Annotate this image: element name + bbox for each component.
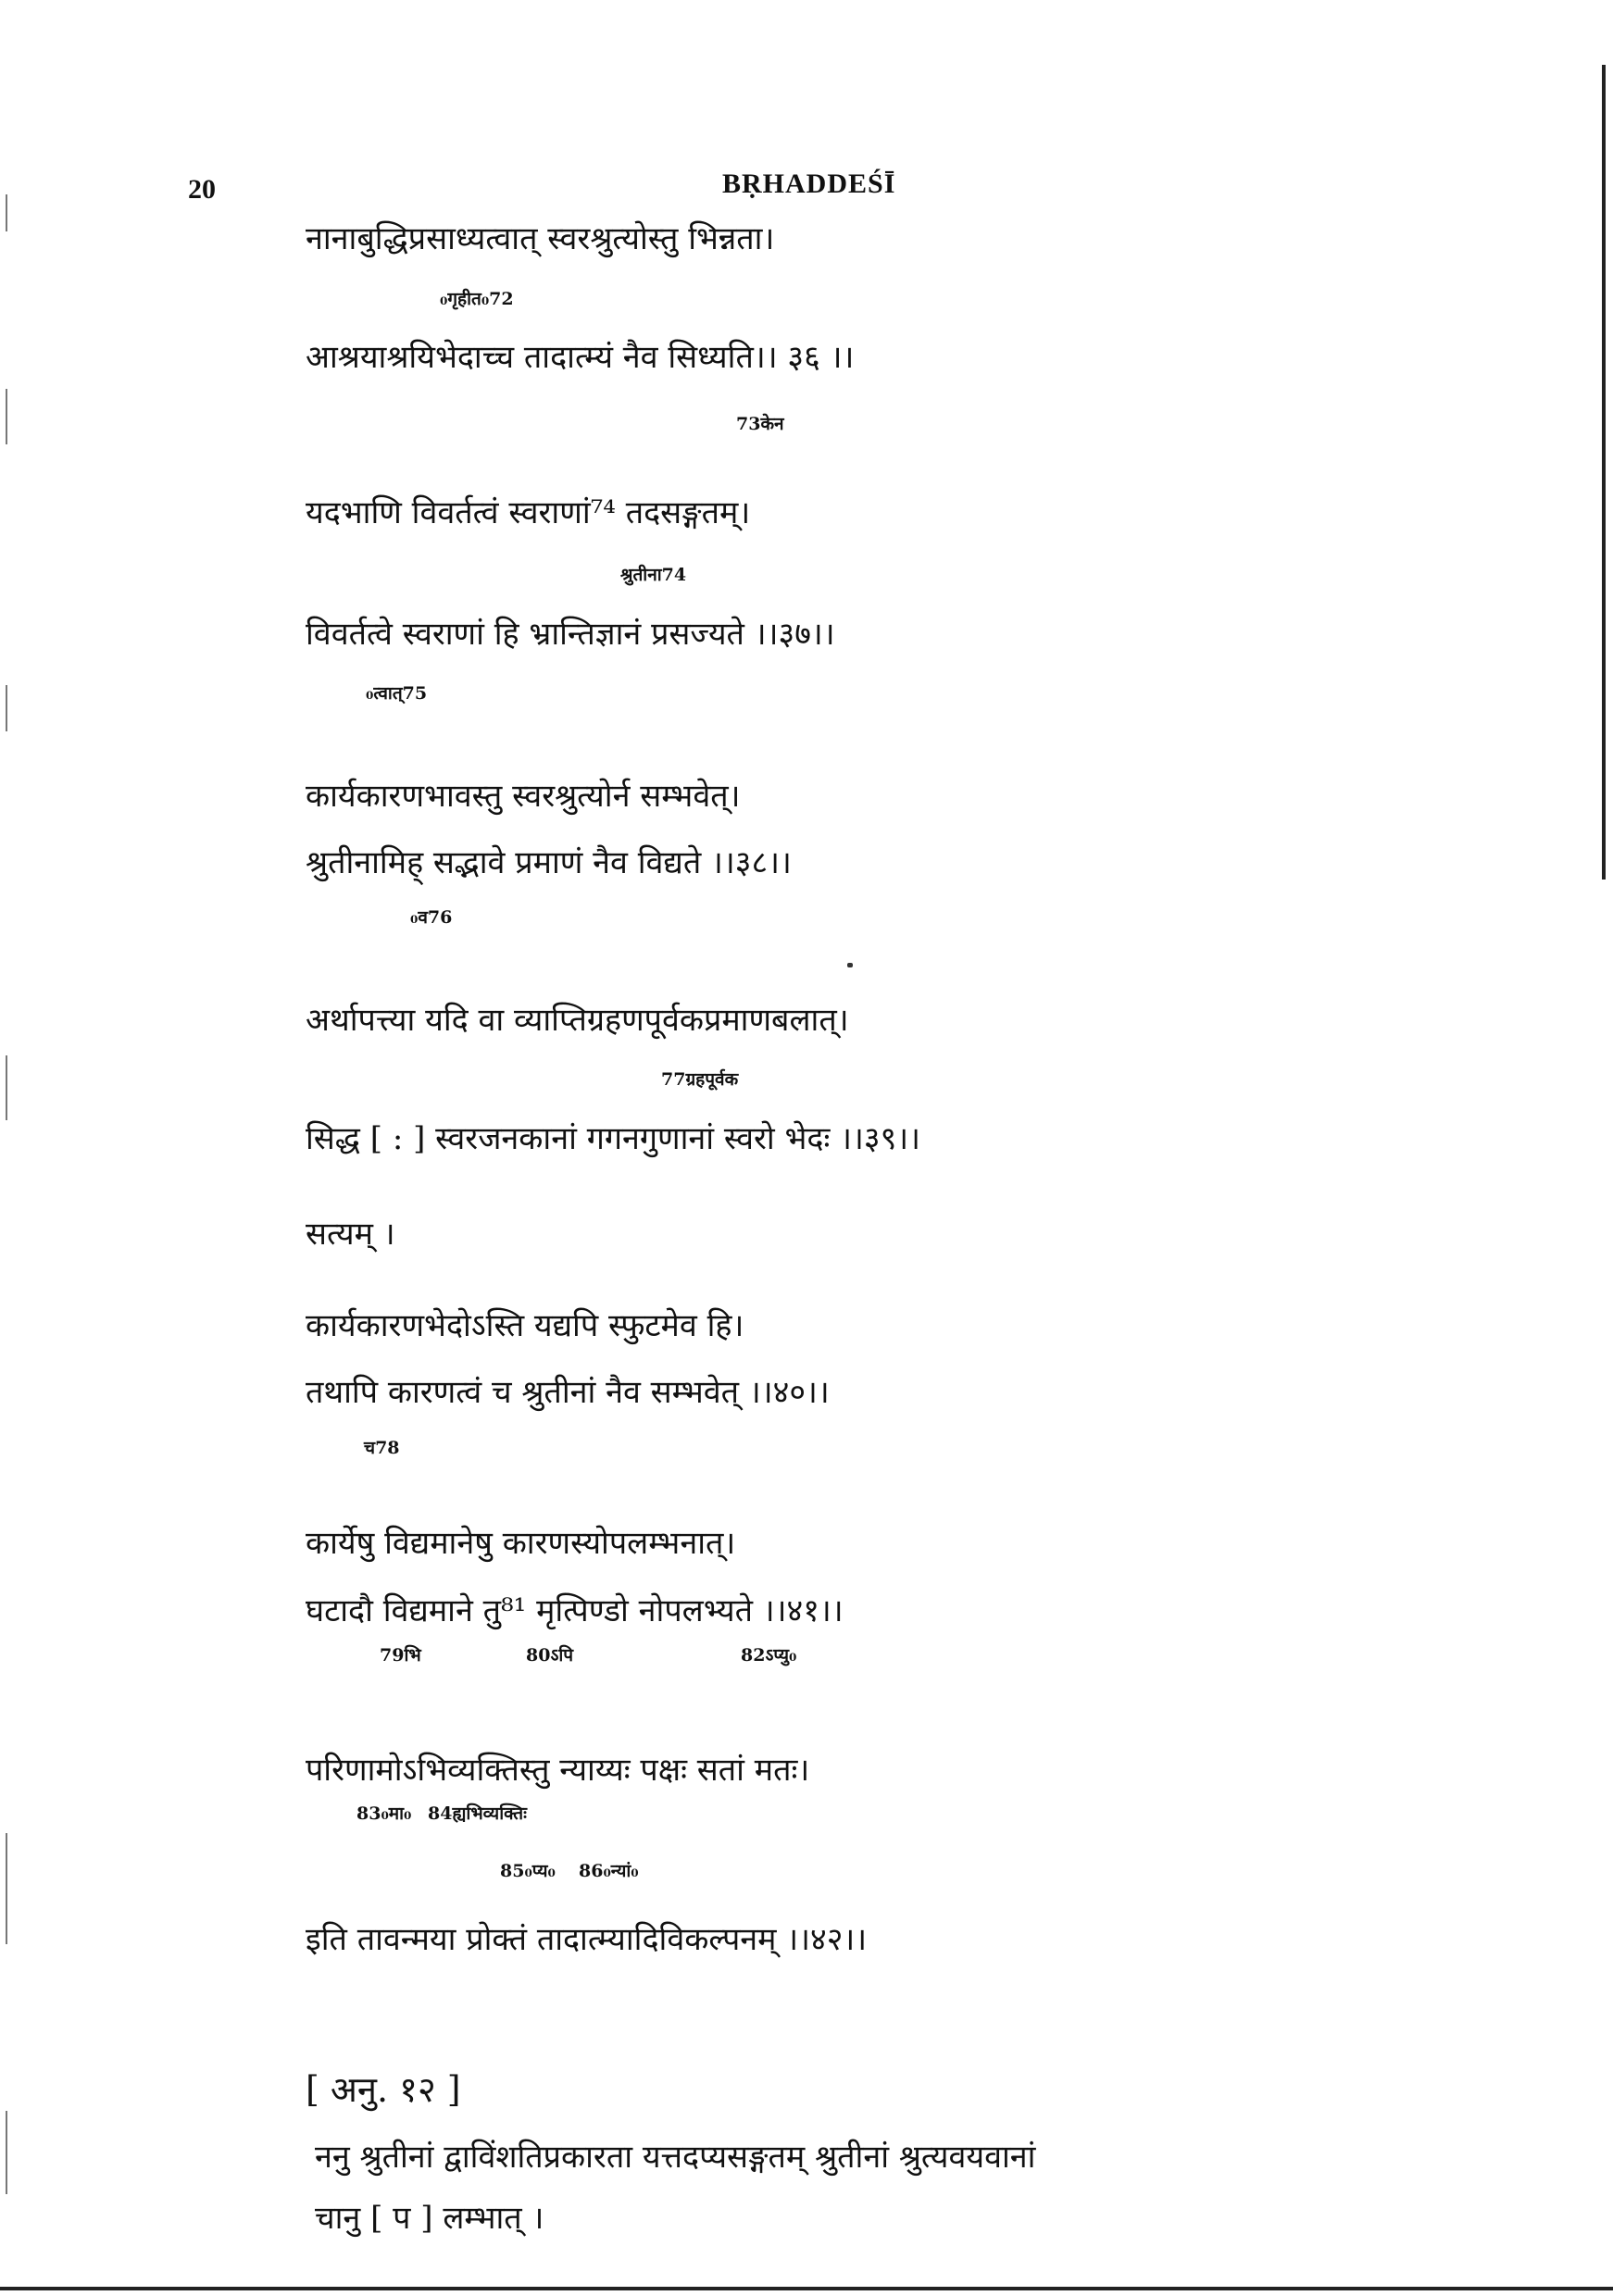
running-title: BṚHADDEŚĪ xyxy=(722,168,896,199)
verse-line: नानाबुद्धिप्रसाध्यत्वात् स्वरश्रुत्योस्तु भिन्नता। xyxy=(306,220,775,257)
page-edge-rule xyxy=(1602,65,1606,880)
footnote-marker: 83₀मा₀ xyxy=(356,1803,412,1824)
margin-mark xyxy=(6,1055,7,1120)
verse-line: कार्यकारणभावस्तु स्वरश्रुत्योर्न सम्भवेत्। xyxy=(306,778,741,815)
verse-line: आश्रयाश्रयिभेदाच्च तादात्म्यं नैव सिध्यति।। ३६ ।। xyxy=(306,339,855,376)
footnote-marker: 80ऽपि xyxy=(526,1645,574,1666)
footnote-marker: 82ऽप्यु₀ xyxy=(741,1645,797,1666)
verse-line: यदभाणि विवर्तत्वं स्वराणां⁷⁴ तदसङ्गतम्। xyxy=(306,494,751,531)
page-number: 20 xyxy=(188,174,216,205)
footnote-marker: 77ग्रहपूर्वक xyxy=(661,1069,739,1090)
margin-mark xyxy=(6,2111,7,2194)
footnote-marker: ₀त्वात्75 xyxy=(366,683,428,704)
verse-line: विवर्तत्वे स्वराणां हि भ्रान्तिज्ञानं प्रसज्यते ।।३७।। xyxy=(306,616,835,653)
footnote-marker: 84ह्यभिव्यक्तिः xyxy=(428,1803,527,1824)
verse-line: कार्यकारणभेदोऽस्ति यद्यपि स्फुटमेव हि। xyxy=(306,1307,744,1344)
footnote-marker: 73केन xyxy=(736,414,784,434)
verse-line: कार्येषु विद्यमानेषु कारणस्योपलम्भनात्। xyxy=(306,1525,736,1562)
page-bottom-rule xyxy=(0,2287,1613,2290)
footnote-marker: ₀व76 xyxy=(410,907,453,928)
footnote-marker: ₀गृहीत₀72 xyxy=(440,289,514,309)
section-heading: [ अनु. १२ ] xyxy=(306,2069,461,2110)
footnote-marker: श्रुतीना74 xyxy=(620,565,687,585)
verse-line: परिणामोऽभिव्यक्तिस्तु न्याय्यः पक्षः सतां मतः। xyxy=(306,1752,810,1789)
verse-line: इति तावन्मया प्रोक्तं तादात्म्यादिविकल्पनम् ।।४२।। xyxy=(306,1921,868,1958)
verse-line: अर्थापत्त्या यदि वा व्याप्तिग्रहणपूर्वकप्रमाणबलात्। xyxy=(306,1002,849,1039)
prose-line: सत्यम् । xyxy=(306,1216,395,1253)
margin-mark xyxy=(6,685,7,731)
margin-mark xyxy=(6,194,7,231)
margin-mark xyxy=(6,1833,7,1944)
verse-line: सिद्ध [ : ] स्वरजनकानां गगनगुणानां स्वरो भेदः ।।३९।। xyxy=(306,1120,921,1157)
margin-mark xyxy=(6,389,7,444)
prose-line: ननु श्रुतीनां द्वाविंशतिप्रकारता यत्तदप्यसङ्गतम् श्रुतीनां श्रुत्यवयवानां xyxy=(315,2139,1036,2176)
footnote-marker: च78 xyxy=(364,1438,400,1458)
verse-line: तथापि कारणत्वं च श्रुतीनां नैव सम्भवेत् ।।४०।। xyxy=(306,1374,830,1411)
verse-line: घटादौ विद्यमाने तु⁸¹ मृत्पिण्डो नोपलभ्यते ।।४१।। xyxy=(306,1592,844,1629)
stray-dot xyxy=(847,963,853,967)
footnote-marker: 79भि xyxy=(380,1645,421,1666)
footnote-marker: 86₀न्यां₀ xyxy=(579,1861,639,1881)
verse-line: श्रुतीनामिह् सद्भावे प्रमाणं नैव विद्यते ।।३८।। xyxy=(306,844,792,881)
prose-line: चानु [ प ] लम्भात् । xyxy=(315,2200,544,2237)
footnote-marker: 85₀प्य₀ xyxy=(500,1861,556,1881)
